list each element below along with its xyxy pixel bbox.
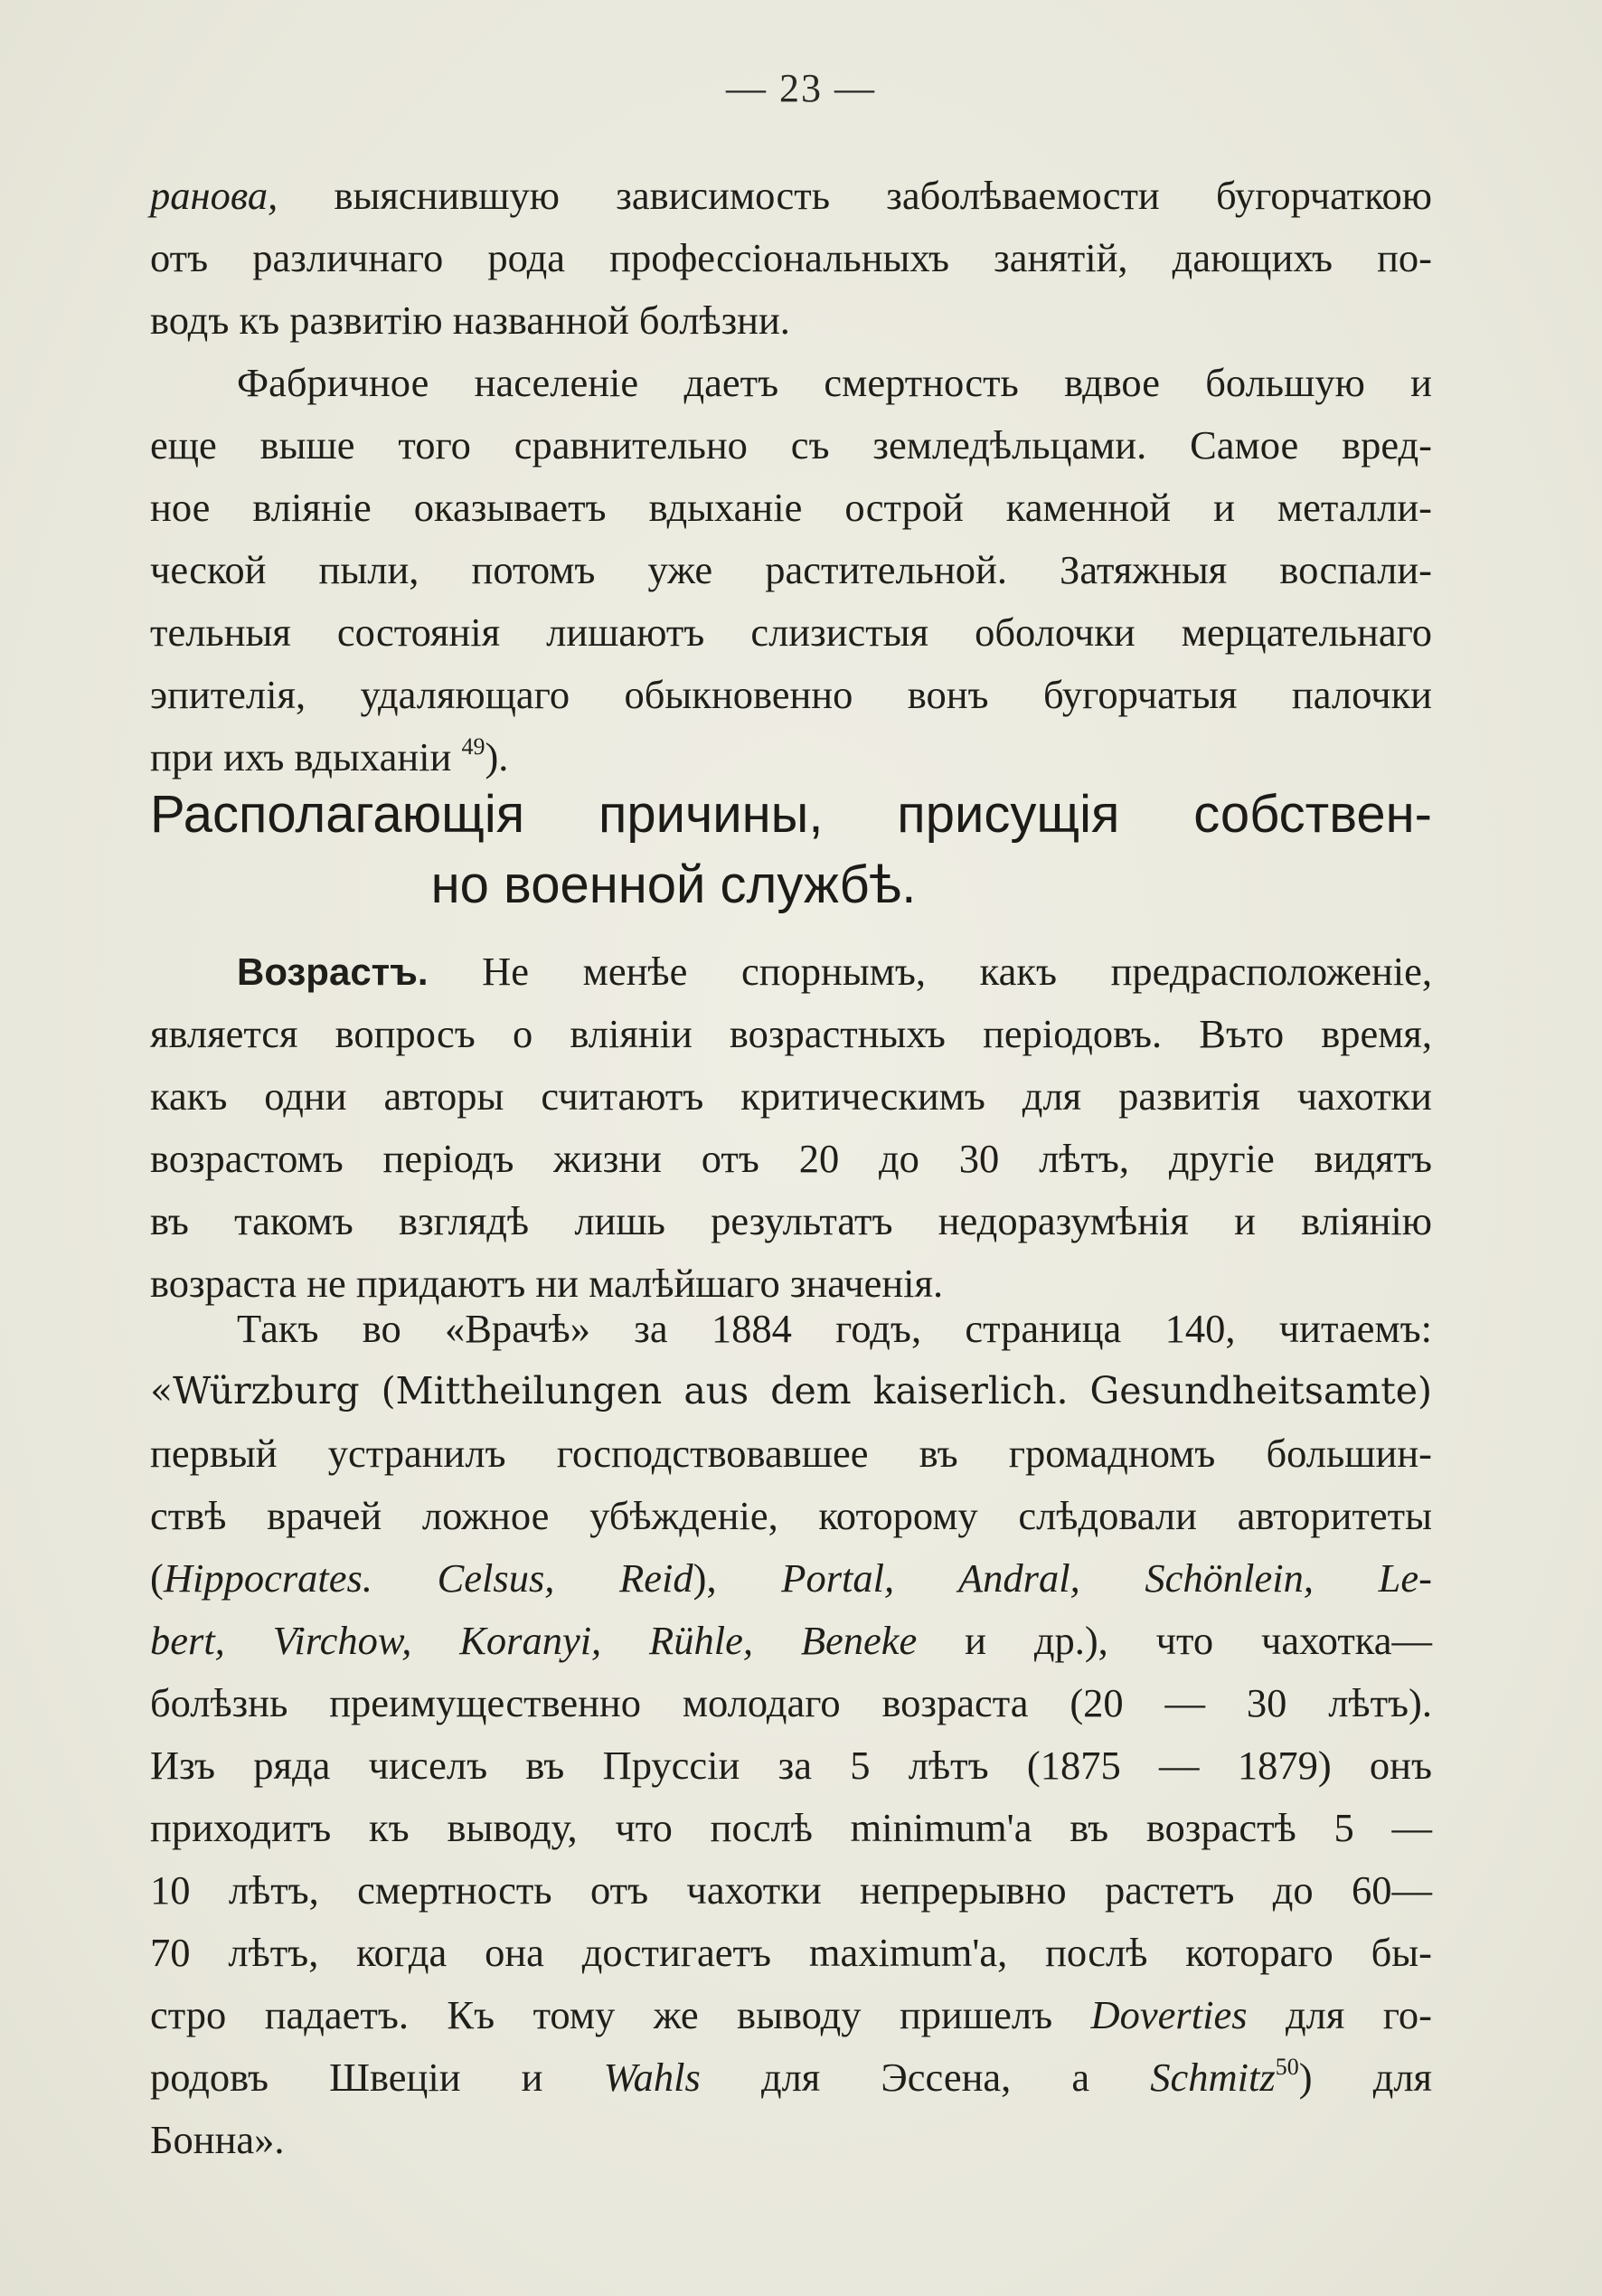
text-line: ное вліяніе оказываетъ вдыханіе острой каменной и металли-: [150, 485, 1432, 530]
text-line: 10 лѣтъ, смертность отъ чахотки непрерывно растетъ до 60—: [150, 1867, 1432, 1913]
text-line: въ такомъ взглядѣ лишь результатъ недоразумѣнія и вліянію: [150, 1198, 1432, 1243]
footnote-reference: 50: [1275, 2054, 1299, 2080]
text-line: «Würzburg (Mittheilungen aus dem kaiserlich. Gesundheitsamte): [150, 1369, 1432, 1413]
text-line: ранова, выяснившую зависимость заболѣваемости бугорчаткою: [150, 173, 1432, 218]
text-line: какъ одни авторы считаютъ критическимъ для развитія чахотки: [150, 1073, 1432, 1119]
author-name: Wahls: [603, 2055, 701, 2100]
text-line: приходитъ къ выводу, что послѣ minimum'a въ возрастѣ 5 —: [150, 1805, 1432, 1850]
heading-line-1: Располагающія причины, присущія собствен-: [150, 785, 1432, 844]
paragraph-1: [150, 165, 1432, 352]
page-number: — 23 —: [726, 66, 876, 110]
text-line: эпителія, удаляющаго обыкновенно вонъ бугорчатыя палочки: [150, 672, 1432, 717]
paragraph-3: [150, 940, 1432, 1315]
text-line: тельныя состоянія лишаютъ слизистыя оболочки мерцательнаго: [150, 609, 1432, 655]
text-line: Такъ во «Врачѣ» за 1884 годъ, страница 140, читаемъ:: [237, 1306, 1432, 1351]
text-line: возрастомъ періодъ жизни отъ 20 до 30 лѣтъ, другіе видятъ: [150, 1136, 1432, 1181]
text-line: отъ различнаго рода профессіональныхъ занятій, дающихъ по-: [150, 235, 1432, 280]
text-line: Изъ ряда чиселъ въ Пруссіи за 5 лѣтъ (1875 — 1879) онъ: [150, 1743, 1432, 1788]
author-name: Schmitz: [1150, 2055, 1276, 2100]
text-line: 70 лѣтъ, когда она достигаетъ maximum'a, послѣ котораго бы-: [150, 1930, 1432, 1975]
text-line: стро падаетъ. Къ тому же выводу пришелъ Doverties для го-: [150, 1992, 1432, 2037]
section-heading: [150, 780, 1432, 921]
text-line: возраста не придаютъ ни малѣйшаго значенія.: [150, 1261, 944, 1306]
footnote-reference: 49: [461, 733, 485, 760]
text-line: Бонна».: [150, 2117, 285, 2162]
text-line: Фабричное населеніе даетъ смертность вдвое большую и: [237, 360, 1432, 405]
author-names: bert, Virchow, Koranyi, Rühle, Beneke: [150, 1618, 918, 1663]
text-line: при ихъ вдыханіи $^{49}$).: [150, 733, 509, 780]
text-line: bert, Virchow, Koranyi, Rühle, Beneke и др.), что чахотка—: [150, 1618, 1432, 1663]
text-line: родовъ Швеціи и Wahls для Эссена, а Schmitz$^{50}$) для: [150, 2054, 1433, 2100]
text-line: Возрастъ. Не менѣе спорнымъ, какъ предрасположеніе,: [237, 949, 1432, 994]
author-names: Hippocrates. Celsus, Reid: [163, 1555, 693, 1601]
subsection-lead: Возрастъ.: [237, 950, 429, 993]
author-names: Portal, Andral, Schönlein, Le-: [781, 1555, 1432, 1601]
paragraph-4: [150, 1298, 1432, 2171]
text-line: первый устранилъ господствовавшее въ громадномъ большин-: [150, 1431, 1432, 1476]
paragraph-2: [150, 352, 1432, 789]
heading-line-2: но военной службѣ.: [430, 855, 917, 914]
author-name-fragment: ранова,: [150, 173, 278, 218]
text-line: еще выше того сравнительно съ земледѣльцами. Самое вред-: [150, 422, 1432, 468]
author-name: Doverties: [1090, 1992, 1248, 2037]
text-line: является вопросъ о вліяніи возрастныхъ періодовъ. Въто время,: [150, 1011, 1432, 1056]
text-line: ствѣ врачей ложное убѣжденіе, которому слѣдовали авторитеты: [150, 1493, 1432, 1538]
text-line: ческой пыли, потомъ уже растительной. Затяжныя воспали-: [150, 547, 1432, 592]
text-line: (Hippocrates. Celsus, Reid), Portal, Andral, Schönlein, Le-: [150, 1555, 1432, 1601]
text-line: водъ къ развитію названной болѣзни.: [150, 298, 790, 343]
text-line: болѣзнь преимущественно молодаго возраста (20 — 30 лѣтъ).: [150, 1680, 1432, 1725]
